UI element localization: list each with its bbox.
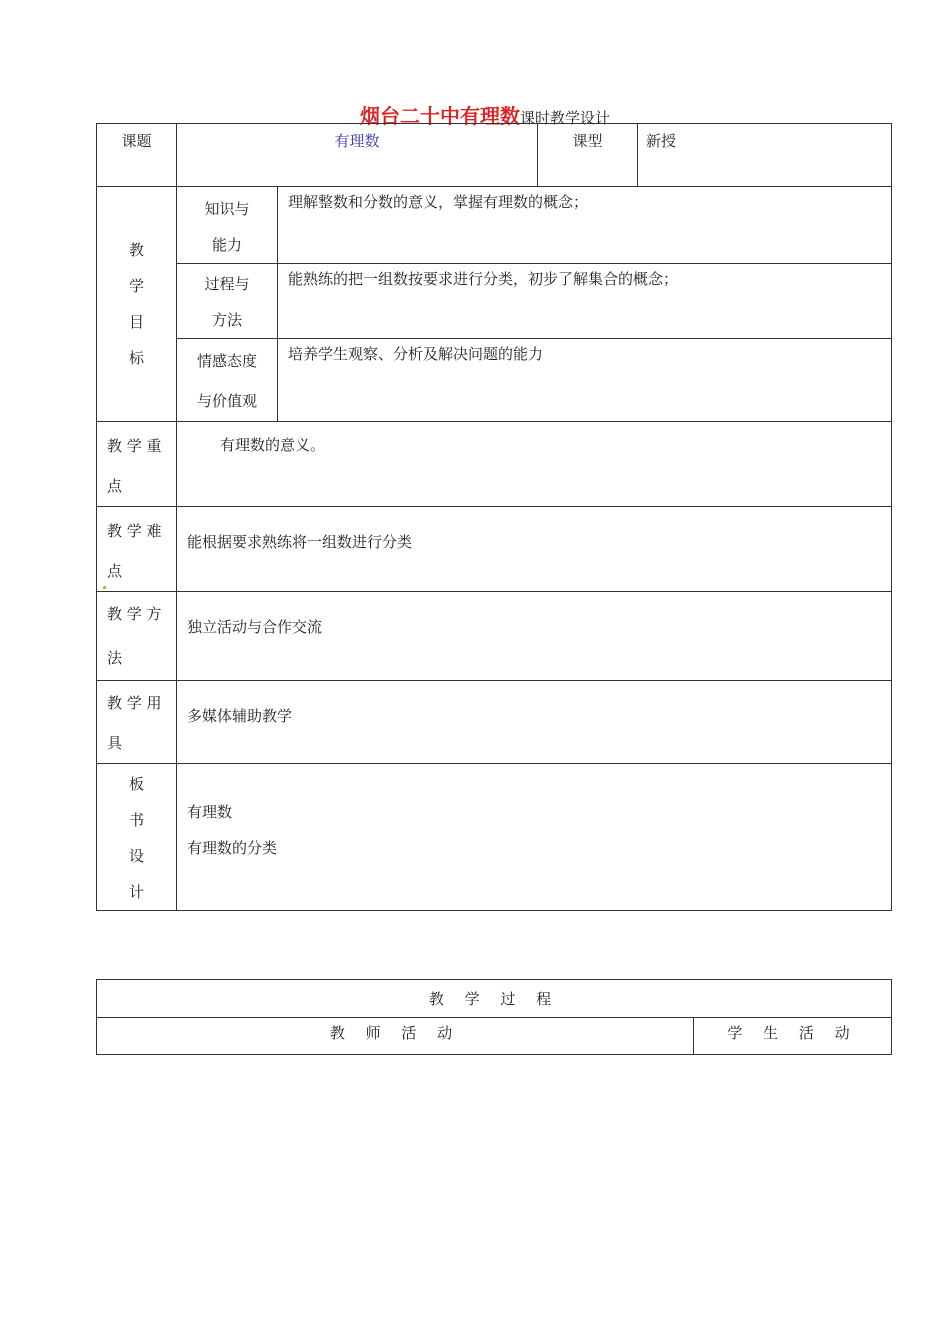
- method-label: 教 学 方 法: [97, 592, 177, 681]
- topic-value: 有理数: [177, 124, 538, 187]
- topic-row: [97, 124, 892, 187]
- objectives-label: 教 学 目 标: [97, 187, 177, 422]
- objective-row-attitude: [97, 339, 892, 422]
- process-heading: 教 学 过 程: [97, 980, 892, 1018]
- title-main: 烟台二十中有理数: [360, 104, 520, 128]
- method-row: [97, 592, 892, 681]
- objective-category-process: 过程与 方法: [177, 264, 278, 339]
- title-suffix: 课时教学设计: [520, 109, 611, 127]
- objective-content-attitude: 培养学生观察、分析及解决问题的能力: [278, 339, 892, 422]
- teaching-process-table: [96, 979, 892, 1055]
- tools-content: 多媒体辅助教学: [177, 681, 892, 764]
- key-point-content: 有理数的意义。: [177, 422, 892, 507]
- objective-category-knowledge: 知识与 能力: [177, 187, 278, 264]
- board-row: [97, 764, 892, 911]
- lesson-plan-table: [96, 123, 892, 911]
- method-content: 独立活动与合作交流: [177, 592, 892, 681]
- objective-row-process: [97, 264, 892, 339]
- student-activity-header: 学 生 活 动: [694, 1018, 892, 1055]
- tools-row: [97, 681, 892, 764]
- difficulty-content: 能根据要求熟练将一组数进行分类: [177, 507, 892, 592]
- difficulty-label: 教 学 难 点: [97, 507, 177, 592]
- objective-category-attitude: 情感态度 与价值观: [177, 339, 278, 422]
- objective-content-process: 能熟练的把一组数按要求进行分类，初步了解集合的概念；: [278, 264, 892, 339]
- board-content: [177, 764, 892, 911]
- difficulty-row: [97, 507, 892, 592]
- type-value: 新授: [638, 124, 892, 187]
- type-label: 课型: [538, 124, 638, 187]
- teacher-activity-header: 教 师 活 动: [97, 1018, 694, 1055]
- key-point-label: 教 学 重 点: [97, 422, 177, 507]
- process-heading-row: [97, 980, 892, 1018]
- board-label: 板 书 设 计: [97, 764, 177, 911]
- tools-label: 教 学 用 具: [97, 681, 177, 764]
- board-line: 有理数的分类: [187, 839, 278, 857]
- key-point-row: [97, 422, 892, 507]
- process-columns-row: [97, 1018, 892, 1055]
- objective-content-knowledge: 理解整数和分数的意义，掌握有理数的概念；: [278, 187, 892, 264]
- topic-label: 课题: [97, 124, 177, 187]
- board-line: 有理数: [187, 803, 233, 821]
- objective-row-knowledge: [97, 187, 892, 264]
